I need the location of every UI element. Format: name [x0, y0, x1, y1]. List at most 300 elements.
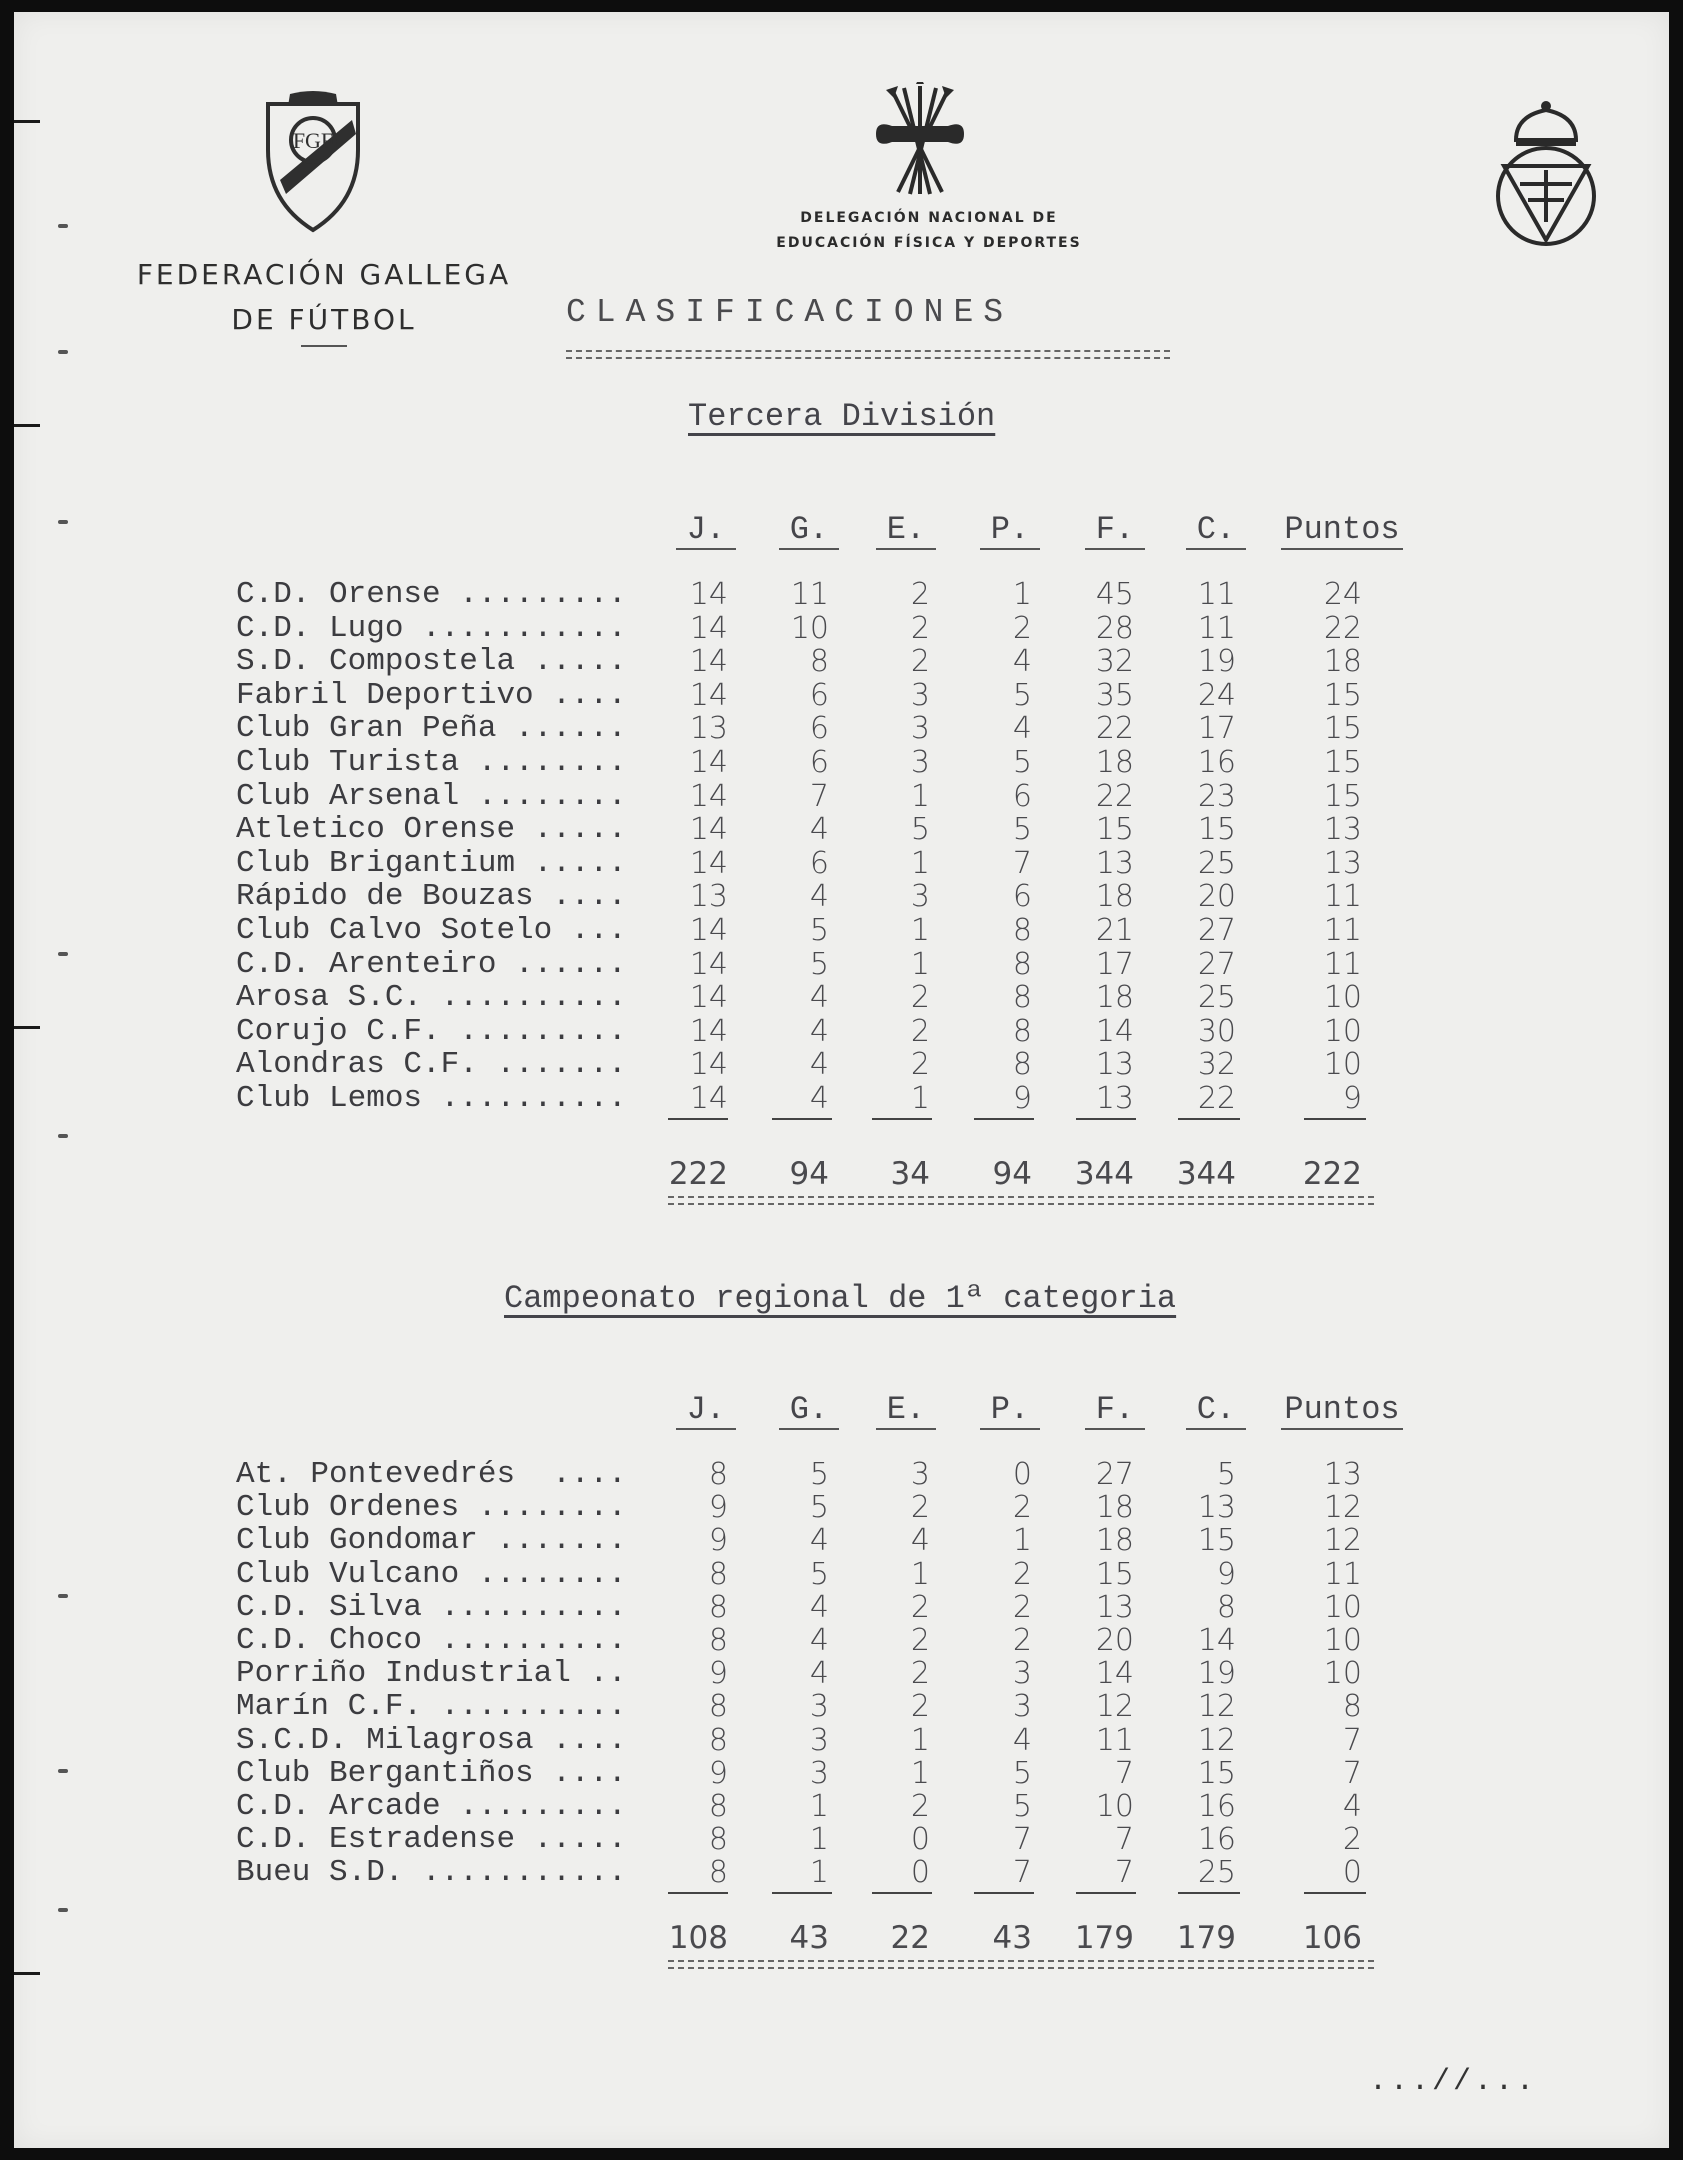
cell-g: 4 — [809, 1047, 829, 1083]
cell-c: 15 — [1197, 1755, 1236, 1791]
cell-j: 9 — [708, 1490, 728, 1526]
cell-f: 22 — [1095, 711, 1134, 747]
cell-puntos: 7 — [1342, 1722, 1362, 1758]
team-name: Club Calvo Sotelo ... — [236, 913, 627, 948]
team-name: Rápido de Bouzas .... — [236, 879, 627, 915]
yoke-arrows-emblem — [872, 82, 968, 198]
cell-j: 8 — [708, 1722, 728, 1758]
total-g: 94 — [789, 1156, 829, 1192]
cell-p: 3 — [1012, 1656, 1032, 1692]
cell-c: 25 — [1197, 980, 1236, 1016]
cell-puntos: 24 — [1323, 577, 1362, 612]
cell-j: 8 — [708, 1822, 728, 1858]
cell-g: 1 — [809, 1822, 829, 1858]
cell-g: 5 — [809, 913, 829, 948]
cell-e: 2 — [910, 1689, 930, 1725]
cell-p: 4 — [1012, 1722, 1032, 1758]
cell-e: 1 — [910, 1722, 930, 1758]
team-name: Corujo C.F. ......... — [236, 1013, 627, 1049]
cell-c: 5 — [1216, 1457, 1236, 1492]
cell-g: 4 — [809, 1523, 829, 1559]
cell-puntos: 22 — [1323, 610, 1362, 646]
edge-mark — [14, 1972, 40, 1975]
cell-g: 10 — [790, 610, 829, 646]
cell-g: 4 — [809, 1656, 829, 1692]
table-row — [14, 813, 1669, 846]
cell-j: 14 — [689, 845, 728, 881]
cell-puntos: 13 — [1323, 812, 1362, 848]
cell-f: 20 — [1095, 1623, 1134, 1658]
cell-f: 10 — [1095, 1789, 1134, 1824]
cell-puntos: 7 — [1342, 1755, 1362, 1791]
table-row — [14, 1491, 1669, 1524]
total-f: 344 — [1074, 1156, 1134, 1192]
team-name: Club Vulcano ........ — [236, 1556, 627, 1592]
total-j: 222 — [668, 1156, 728, 1192]
sum-underline — [974, 1118, 1034, 1120]
column-header-f: F. — [1085, 512, 1145, 550]
cell-f: 35 — [1095, 677, 1134, 713]
cell-g: 3 — [809, 1755, 829, 1791]
cell-e: 1 — [910, 1755, 930, 1791]
cell-g: 6 — [809, 711, 829, 747]
cell-e: 1 — [910, 778, 930, 814]
cell-c: 25 — [1197, 1855, 1236, 1891]
sum-underline — [1304, 1118, 1366, 1120]
cell-j: 14 — [689, 745, 728, 780]
cell-f: 17 — [1095, 946, 1134, 982]
table-row — [14, 914, 1669, 947]
table-row — [14, 645, 1669, 678]
federation-rule — [301, 345, 347, 347]
table-row — [14, 1015, 1669, 1048]
team-name: Atletico Orense ..... — [236, 812, 627, 848]
cell-f: 18 — [1095, 1490, 1134, 1526]
cell-c: 32 — [1197, 1047, 1236, 1083]
cell-c: 22 — [1197, 1081, 1236, 1116]
cell-e: 3 — [910, 1457, 930, 1492]
section-title-regional: Campeonato regional de 1ª categoria — [504, 1280, 1177, 1317]
cell-g: 8 — [809, 644, 829, 680]
total-j: 108 — [668, 1920, 728, 1956]
cell-c: 19 — [1197, 644, 1236, 680]
team-name: C.D. Arenteiro ...... — [236, 946, 627, 982]
cell-g: 5 — [809, 1457, 829, 1492]
cell-f: 7 — [1114, 1855, 1134, 1891]
edge-mark — [14, 424, 40, 427]
delegation-line-1: DELEGACIÓN NACIONAL DE — [800, 210, 1058, 226]
cell-j: 14 — [689, 913, 728, 948]
totals-double-rule — [668, 1196, 1374, 1205]
table-row — [14, 1724, 1669, 1757]
cell-g: 6 — [809, 745, 829, 780]
cell-f: 7 — [1114, 1755, 1134, 1791]
cell-e: 2 — [910, 610, 930, 646]
team-name: Porriño Industrial .. — [236, 1656, 627, 1692]
punch-mark — [58, 224, 68, 228]
cell-puntos: 10 — [1323, 1589, 1362, 1625]
cell-c: 14 — [1197, 1623, 1236, 1658]
column-header-puntos: Puntos — [1281, 512, 1403, 550]
cell-f: 13 — [1095, 1589, 1134, 1625]
cell-puntos: 18 — [1323, 644, 1362, 680]
cell-j: 14 — [689, 644, 728, 680]
cell-e: 3 — [910, 745, 930, 780]
cell-j: 14 — [689, 577, 728, 612]
cell-e: 2 — [910, 1490, 930, 1526]
table-row — [14, 679, 1669, 712]
table-row — [14, 1591, 1669, 1624]
team-name: Club Ordenes ........ — [236, 1490, 627, 1526]
cell-puntos: 15 — [1323, 778, 1362, 814]
cell-g: 4 — [809, 1013, 829, 1049]
cell-puntos: 2 — [1342, 1822, 1362, 1858]
svg-text:FGF: FGF — [292, 128, 334, 153]
cell-puntos: 12 — [1323, 1523, 1362, 1559]
table-row — [14, 578, 1669, 611]
total-g: 43 — [789, 1920, 829, 1956]
table-row — [14, 780, 1669, 813]
column-header-p: P. — [980, 512, 1040, 550]
table-row — [14, 981, 1669, 1014]
sum-underline — [872, 1118, 932, 1120]
cell-p: 7 — [1012, 1822, 1032, 1858]
cell-puntos: 13 — [1323, 1457, 1362, 1492]
table-row — [14, 1757, 1669, 1790]
page-heading: CLASIFICACIONES — [566, 294, 1014, 331]
cell-p: 5 — [1012, 1789, 1032, 1824]
team-name: Bueu S.D. ........... — [236, 1855, 627, 1891]
cell-f: 45 — [1095, 577, 1134, 612]
cell-e: 2 — [910, 1623, 930, 1658]
cell-j: 14 — [689, 1081, 728, 1116]
total-p: 43 — [992, 1920, 1032, 1956]
federation-shield-logo — [260, 90, 366, 238]
column-header-j: J. — [676, 512, 736, 550]
team-name: Club Brigantium ..... — [236, 845, 627, 881]
team-name: Club Gran Peña ...... — [236, 711, 627, 747]
cell-e: 3 — [910, 677, 930, 713]
sum-underline — [1178, 1892, 1240, 1894]
cell-puntos: 13 — [1323, 845, 1362, 881]
cell-j: 8 — [708, 1789, 728, 1824]
cell-p: 3 — [1012, 1689, 1032, 1725]
cell-puntos: 15 — [1323, 745, 1362, 780]
cell-j: 9 — [708, 1523, 728, 1559]
cell-j: 8 — [708, 1689, 728, 1725]
cell-puntos: 11 — [1323, 946, 1362, 982]
sum-underline — [872, 1892, 932, 1894]
sum-underline — [1076, 1892, 1136, 1894]
cell-p: 6 — [1012, 778, 1032, 814]
total-e: 22 — [890, 1920, 930, 1956]
cell-puntos: 9 — [1342, 1081, 1362, 1116]
cell-c: 19 — [1197, 1656, 1236, 1692]
cell-c: 23 — [1197, 778, 1236, 814]
cell-j: 8 — [708, 1623, 728, 1658]
cell-f: 18 — [1095, 879, 1134, 915]
cell-j: 14 — [689, 610, 728, 646]
cell-e: 4 — [910, 1523, 930, 1559]
punch-mark — [58, 1908, 68, 1912]
cell-j: 9 — [708, 1656, 728, 1692]
team-name: S.D. Compostela ..... — [236, 644, 627, 680]
column-header-f: F. — [1085, 1392, 1145, 1430]
cell-puntos: 11 — [1323, 913, 1362, 948]
table-row — [14, 1624, 1669, 1657]
cell-e: 1 — [910, 845, 930, 881]
cell-j: 13 — [689, 879, 728, 915]
cell-f: 28 — [1095, 610, 1134, 646]
cell-f: 18 — [1095, 745, 1134, 780]
table-row — [14, 1856, 1669, 1889]
cell-e: 5 — [910, 812, 930, 848]
cell-e: 2 — [910, 1789, 930, 1824]
total-f: 179 — [1074, 1920, 1134, 1956]
federation-name — [124, 252, 524, 342]
cell-e: 1 — [910, 1556, 930, 1592]
cell-j: 14 — [689, 1047, 728, 1083]
cell-c: 27 — [1197, 946, 1236, 982]
cell-puntos: 10 — [1323, 980, 1362, 1016]
team-name: C.D. Choco .......... — [236, 1623, 627, 1658]
cell-f: 15 — [1095, 1556, 1134, 1592]
cell-f: 15 — [1095, 812, 1134, 848]
cell-f: 11 — [1095, 1722, 1134, 1758]
cell-p: 5 — [1012, 745, 1032, 780]
cell-g: 5 — [809, 1556, 829, 1592]
table-row — [14, 1657, 1669, 1690]
cell-f: 22 — [1095, 778, 1134, 814]
cell-c: 30 — [1197, 1013, 1236, 1049]
cell-e: 2 — [910, 644, 930, 680]
cell-j: 8 — [708, 1855, 728, 1891]
cell-puntos: 10 — [1323, 1656, 1362, 1692]
cell-c: 16 — [1197, 1822, 1236, 1858]
cell-e: 1 — [910, 913, 930, 948]
punch-mark — [58, 1134, 68, 1138]
cell-j: 8 — [708, 1556, 728, 1592]
column-header-c: C. — [1186, 1392, 1246, 1430]
cell-p: 2 — [1012, 1556, 1032, 1592]
cell-g: 4 — [809, 1623, 829, 1658]
cell-f: 13 — [1095, 845, 1134, 881]
cell-j: 8 — [708, 1589, 728, 1625]
column-header-puntos: Puntos — [1281, 1392, 1403, 1430]
team-name: Club Arsenal ........ — [236, 778, 627, 814]
table-row — [14, 612, 1669, 645]
sum-underline — [1178, 1118, 1240, 1120]
cell-g: 1 — [809, 1789, 829, 1824]
cell-e: 0 — [910, 1822, 930, 1858]
team-name: C.D. Arcade ......... — [236, 1789, 627, 1824]
team-name: C.D. Orense ......... — [236, 577, 627, 612]
total-c: 179 — [1176, 1920, 1236, 1956]
cell-g: 7 — [809, 778, 829, 814]
team-name: Alondras C.F. ....... — [236, 1047, 627, 1083]
cell-c: 9 — [1216, 1556, 1236, 1592]
sum-underline — [772, 1892, 832, 1894]
cell-p: 1 — [1012, 577, 1032, 612]
cell-p: 8 — [1012, 913, 1032, 948]
cell-j: 14 — [689, 1013, 728, 1049]
cell-g: 5 — [809, 946, 829, 982]
cell-g: 4 — [809, 1081, 829, 1116]
cell-g: 4 — [809, 812, 829, 848]
cell-j: 14 — [689, 980, 728, 1016]
cell-c: 13 — [1197, 1490, 1236, 1526]
cell-c: 11 — [1197, 610, 1236, 646]
punch-mark — [58, 350, 68, 354]
punch-mark — [58, 520, 68, 524]
cell-j: 14 — [689, 677, 728, 713]
page-continuation-mark: ...//... — [1369, 2065, 1538, 2099]
cell-c: 16 — [1197, 1789, 1236, 1824]
document-page — [14, 12, 1669, 2148]
cell-f: 18 — [1095, 1523, 1134, 1559]
cell-p: 9 — [1012, 1081, 1032, 1116]
table-row — [14, 746, 1669, 779]
cell-p: 8 — [1012, 980, 1032, 1016]
table-row — [14, 1458, 1669, 1491]
table-row — [14, 1558, 1669, 1591]
team-name: Club Gondomar ....... — [236, 1523, 627, 1559]
column-header-p: P. — [980, 1392, 1040, 1430]
cell-j: 14 — [689, 778, 728, 814]
cell-p: 5 — [1012, 812, 1032, 848]
cell-e: 3 — [910, 711, 930, 747]
cell-puntos: 15 — [1323, 711, 1362, 747]
total-e: 34 — [890, 1156, 930, 1192]
table-row — [14, 712, 1669, 745]
cell-c: 17 — [1197, 711, 1236, 747]
cell-e: 1 — [910, 946, 930, 982]
cell-e: 2 — [910, 980, 930, 1016]
team-name: Fabril Deportivo .... — [236, 677, 627, 713]
table-row — [14, 880, 1669, 913]
cell-p: 7 — [1012, 845, 1032, 881]
cell-g: 5 — [809, 1490, 829, 1526]
rfef-crest-logo — [1490, 100, 1602, 248]
sum-underline — [668, 1892, 728, 1894]
team-name: Club Lemos .......... — [236, 1081, 627, 1116]
cell-c: 12 — [1197, 1689, 1236, 1725]
cell-f: 7 — [1114, 1822, 1134, 1858]
cell-j: 9 — [708, 1755, 728, 1791]
cell-c: 20 — [1197, 879, 1236, 915]
cell-p: 2 — [1012, 1589, 1032, 1625]
heading-double-rule — [566, 350, 1170, 359]
cell-puntos: 10 — [1323, 1013, 1362, 1049]
cell-e: 2 — [910, 1589, 930, 1625]
cell-f: 12 — [1095, 1689, 1134, 1725]
table-row — [14, 1048, 1669, 1081]
cell-puntos: 10 — [1323, 1623, 1362, 1658]
total-p: 94 — [992, 1156, 1032, 1192]
cell-puntos: 15 — [1323, 677, 1362, 713]
cell-c: 15 — [1197, 1523, 1236, 1559]
cell-c: 24 — [1197, 677, 1236, 713]
sum-underline — [1304, 1892, 1366, 1894]
cell-p: 2 — [1012, 610, 1032, 646]
cell-g: 3 — [809, 1689, 829, 1725]
cell-g: 11 — [790, 577, 829, 612]
sum-underline — [974, 1892, 1034, 1894]
total-puntos: 222 — [1302, 1156, 1362, 1192]
cell-f: 14 — [1095, 1656, 1134, 1692]
sum-underline — [772, 1118, 832, 1120]
cell-p: 6 — [1012, 879, 1032, 915]
column-header-j: J. — [676, 1392, 736, 1430]
cell-g: 3 — [809, 1722, 829, 1758]
team-name: Club Bergantiños .... — [236, 1755, 627, 1791]
cell-c: 8 — [1216, 1589, 1236, 1625]
cell-c: 12 — [1197, 1722, 1236, 1758]
cell-p: 4 — [1012, 644, 1032, 680]
section-title-tercera: Tercera División — [688, 398, 996, 435]
total-puntos: 106 — [1302, 1920, 1362, 1956]
cell-p: 8 — [1012, 1013, 1032, 1049]
cell-p: 2 — [1012, 1490, 1032, 1526]
cell-e: 0 — [910, 1855, 930, 1891]
federation-line-2: DE FÚTBOL — [231, 303, 417, 336]
column-header-e: E. — [876, 1392, 936, 1430]
cell-e: 2 — [910, 577, 930, 612]
table-row — [14, 1690, 1669, 1723]
cell-c: 15 — [1197, 812, 1236, 848]
cell-f: 21 — [1095, 913, 1134, 948]
cell-p: 7 — [1012, 1855, 1032, 1891]
table-row — [14, 1823, 1669, 1856]
sum-underline — [668, 1118, 728, 1120]
team-name: S.C.D. Milagrosa .... — [236, 1722, 627, 1758]
cell-j: 14 — [689, 812, 728, 848]
table-row — [14, 1790, 1669, 1823]
totals-double-rule — [668, 1960, 1374, 1969]
cell-j: 14 — [689, 946, 728, 982]
table-row — [14, 847, 1669, 880]
cell-puntos: 4 — [1342, 1789, 1362, 1824]
cell-puntos: 12 — [1323, 1490, 1362, 1526]
cell-f: 18 — [1095, 980, 1134, 1016]
table-row — [14, 1524, 1669, 1557]
cell-j: 8 — [708, 1457, 728, 1492]
cell-puntos: 8 — [1342, 1689, 1362, 1725]
cell-p: 4 — [1012, 711, 1032, 747]
delegation-name — [704, 206, 1154, 256]
cell-e: 3 — [910, 879, 930, 915]
cell-puntos: 11 — [1323, 1556, 1362, 1592]
cell-p: 5 — [1012, 1755, 1032, 1791]
cell-p: 0 — [1012, 1457, 1032, 1492]
cell-e: 2 — [910, 1013, 930, 1049]
cell-g: 4 — [809, 980, 829, 1016]
cell-p: 1 — [1012, 1523, 1032, 1559]
team-name: Arosa S.C. .......... — [236, 980, 627, 1016]
total-c: 344 — [1176, 1156, 1236, 1192]
column-header-e: E. — [876, 512, 936, 550]
edge-mark — [14, 120, 40, 123]
cell-f: 14 — [1095, 1013, 1134, 1049]
team-name: At. Pontevedrés .... — [236, 1457, 627, 1492]
cell-j: 13 — [689, 711, 728, 747]
cell-e: 1 — [910, 1081, 930, 1116]
team-name: Marín C.F. .......... — [236, 1689, 627, 1725]
sum-underline — [1076, 1118, 1136, 1120]
cell-g: 1 — [809, 1855, 829, 1891]
federation-line-1: FEDERACIÓN GALLEGA — [136, 258, 512, 291]
cell-f: 27 — [1095, 1457, 1134, 1492]
